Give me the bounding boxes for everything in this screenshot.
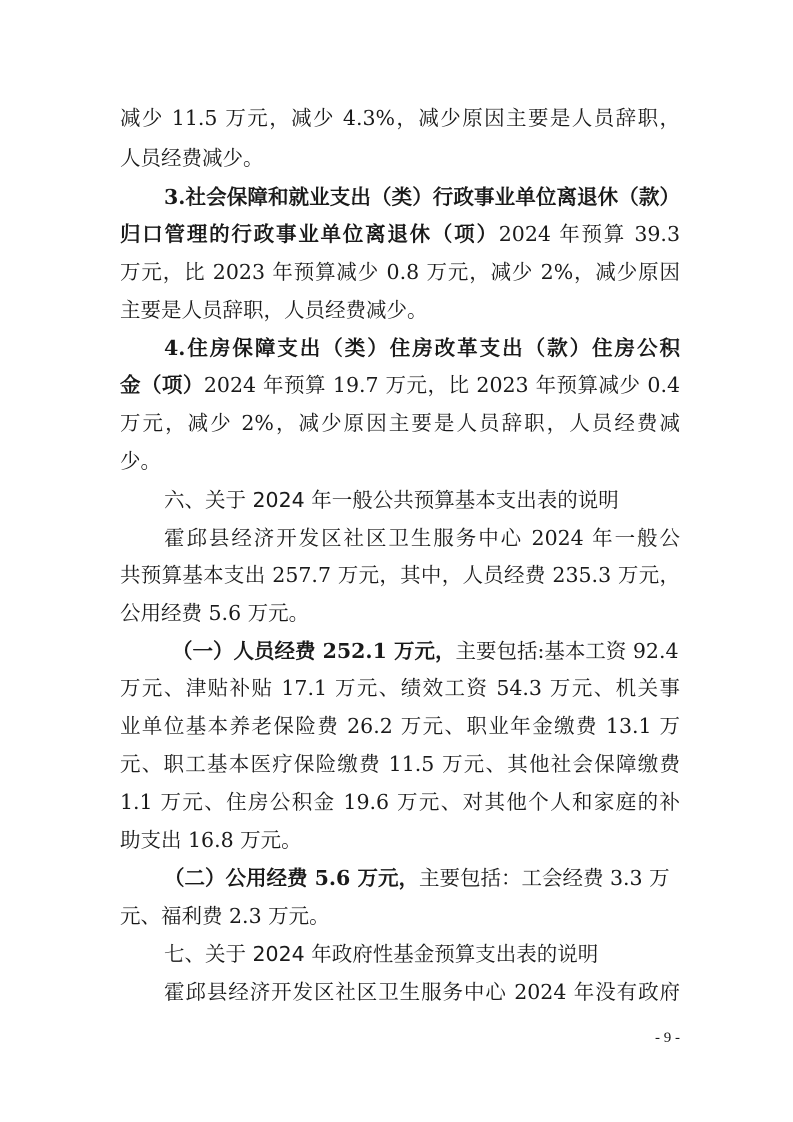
page-number: - 9 - [655, 1030, 680, 1046]
body-line: 元、职工基本医疗保险缴费 11.5 万元、其他社会保障缴费 [120, 752, 680, 776]
body-line: 万元、津贴补贴 17.1 万元、绩效工资 54.3 万元、机关事 [120, 676, 680, 700]
body-line: 万元，减少 2%，减少原因主要是人员辞职，人员经费减 [120, 411, 680, 435]
body-line [120, 370, 680, 400]
body-line: 共预算基本支出 257.7 万元，其中，人员经费 235.3 万元， [120, 563, 680, 587]
body-line-tail: 主要包括：工会经费 3.3 万 [418, 866, 670, 890]
body-line-tail: 2024 年预算 39.3 [498, 222, 680, 246]
subsection-heading-2: （二）公用经费 5.6 万元， [164, 866, 419, 890]
body-line: 助支出 16.8 万元。 [120, 828, 302, 852]
body-line: 公用经费 5.6 万元。 [120, 601, 310, 625]
body-line: 主要是人员辞职，人员经费减少。 [120, 298, 428, 322]
body-line: 人员经费减少。 [120, 146, 264, 170]
body-line [120, 219, 680, 249]
body-line [164, 863, 680, 893]
body-line: 减少 11.5 万元，减少 4.3%，减少原因主要是人员辞职， [120, 106, 680, 130]
body-line: 霍邱县经济开发区社区卫生服务中心 2024 年没有政府 [164, 980, 680, 1004]
body-line [172, 636, 680, 666]
body-line-tail: 主要包括:基本工资 92.4 [455, 639, 679, 663]
item-heading-3: 3.社会保障和就业支出（类）行政事业单位离退休（款） [164, 185, 680, 209]
body-line: 霍邱县经济开发区社区卫生服务中心 2024 年一般公 [164, 526, 680, 550]
body-line-tail: 2024 年预算 19.7 万元，比 2023 年预算减少 0.4 [203, 373, 680, 397]
body-line: 业单位基本养老保险费 26.2 万元、职业年金缴费 13.1 万 [120, 714, 680, 738]
body-line: 少。 [120, 449, 161, 473]
section-heading-6: 六、关于 2024 年一般公共预算基本支出表的说明 [164, 488, 619, 512]
subsection-heading-1: （一）人员经费 252.1 万元， [172, 639, 456, 663]
item-heading-3-cont: 归口管理的行政事业单位离退休（项） [120, 222, 499, 246]
item-heading-4: 4.住房保障支出（类）住房改革支出（款）住房公积 [164, 336, 680, 360]
body-line: 1.1 万元、住房公积金 19.6 万元、对其他个人和家庭的补 [120, 790, 680, 814]
body-line: 万元，比 2023 年预算减少 0.8 万元，减少 2%，减少原因 [120, 260, 680, 284]
body-line: 元、福利费 2.3 万元。 [120, 904, 330, 928]
item-heading-4-cont: 金（项） [120, 373, 204, 397]
section-heading-7: 七、关于 2024 年政府性基金预算支出表的说明 [164, 942, 599, 966]
